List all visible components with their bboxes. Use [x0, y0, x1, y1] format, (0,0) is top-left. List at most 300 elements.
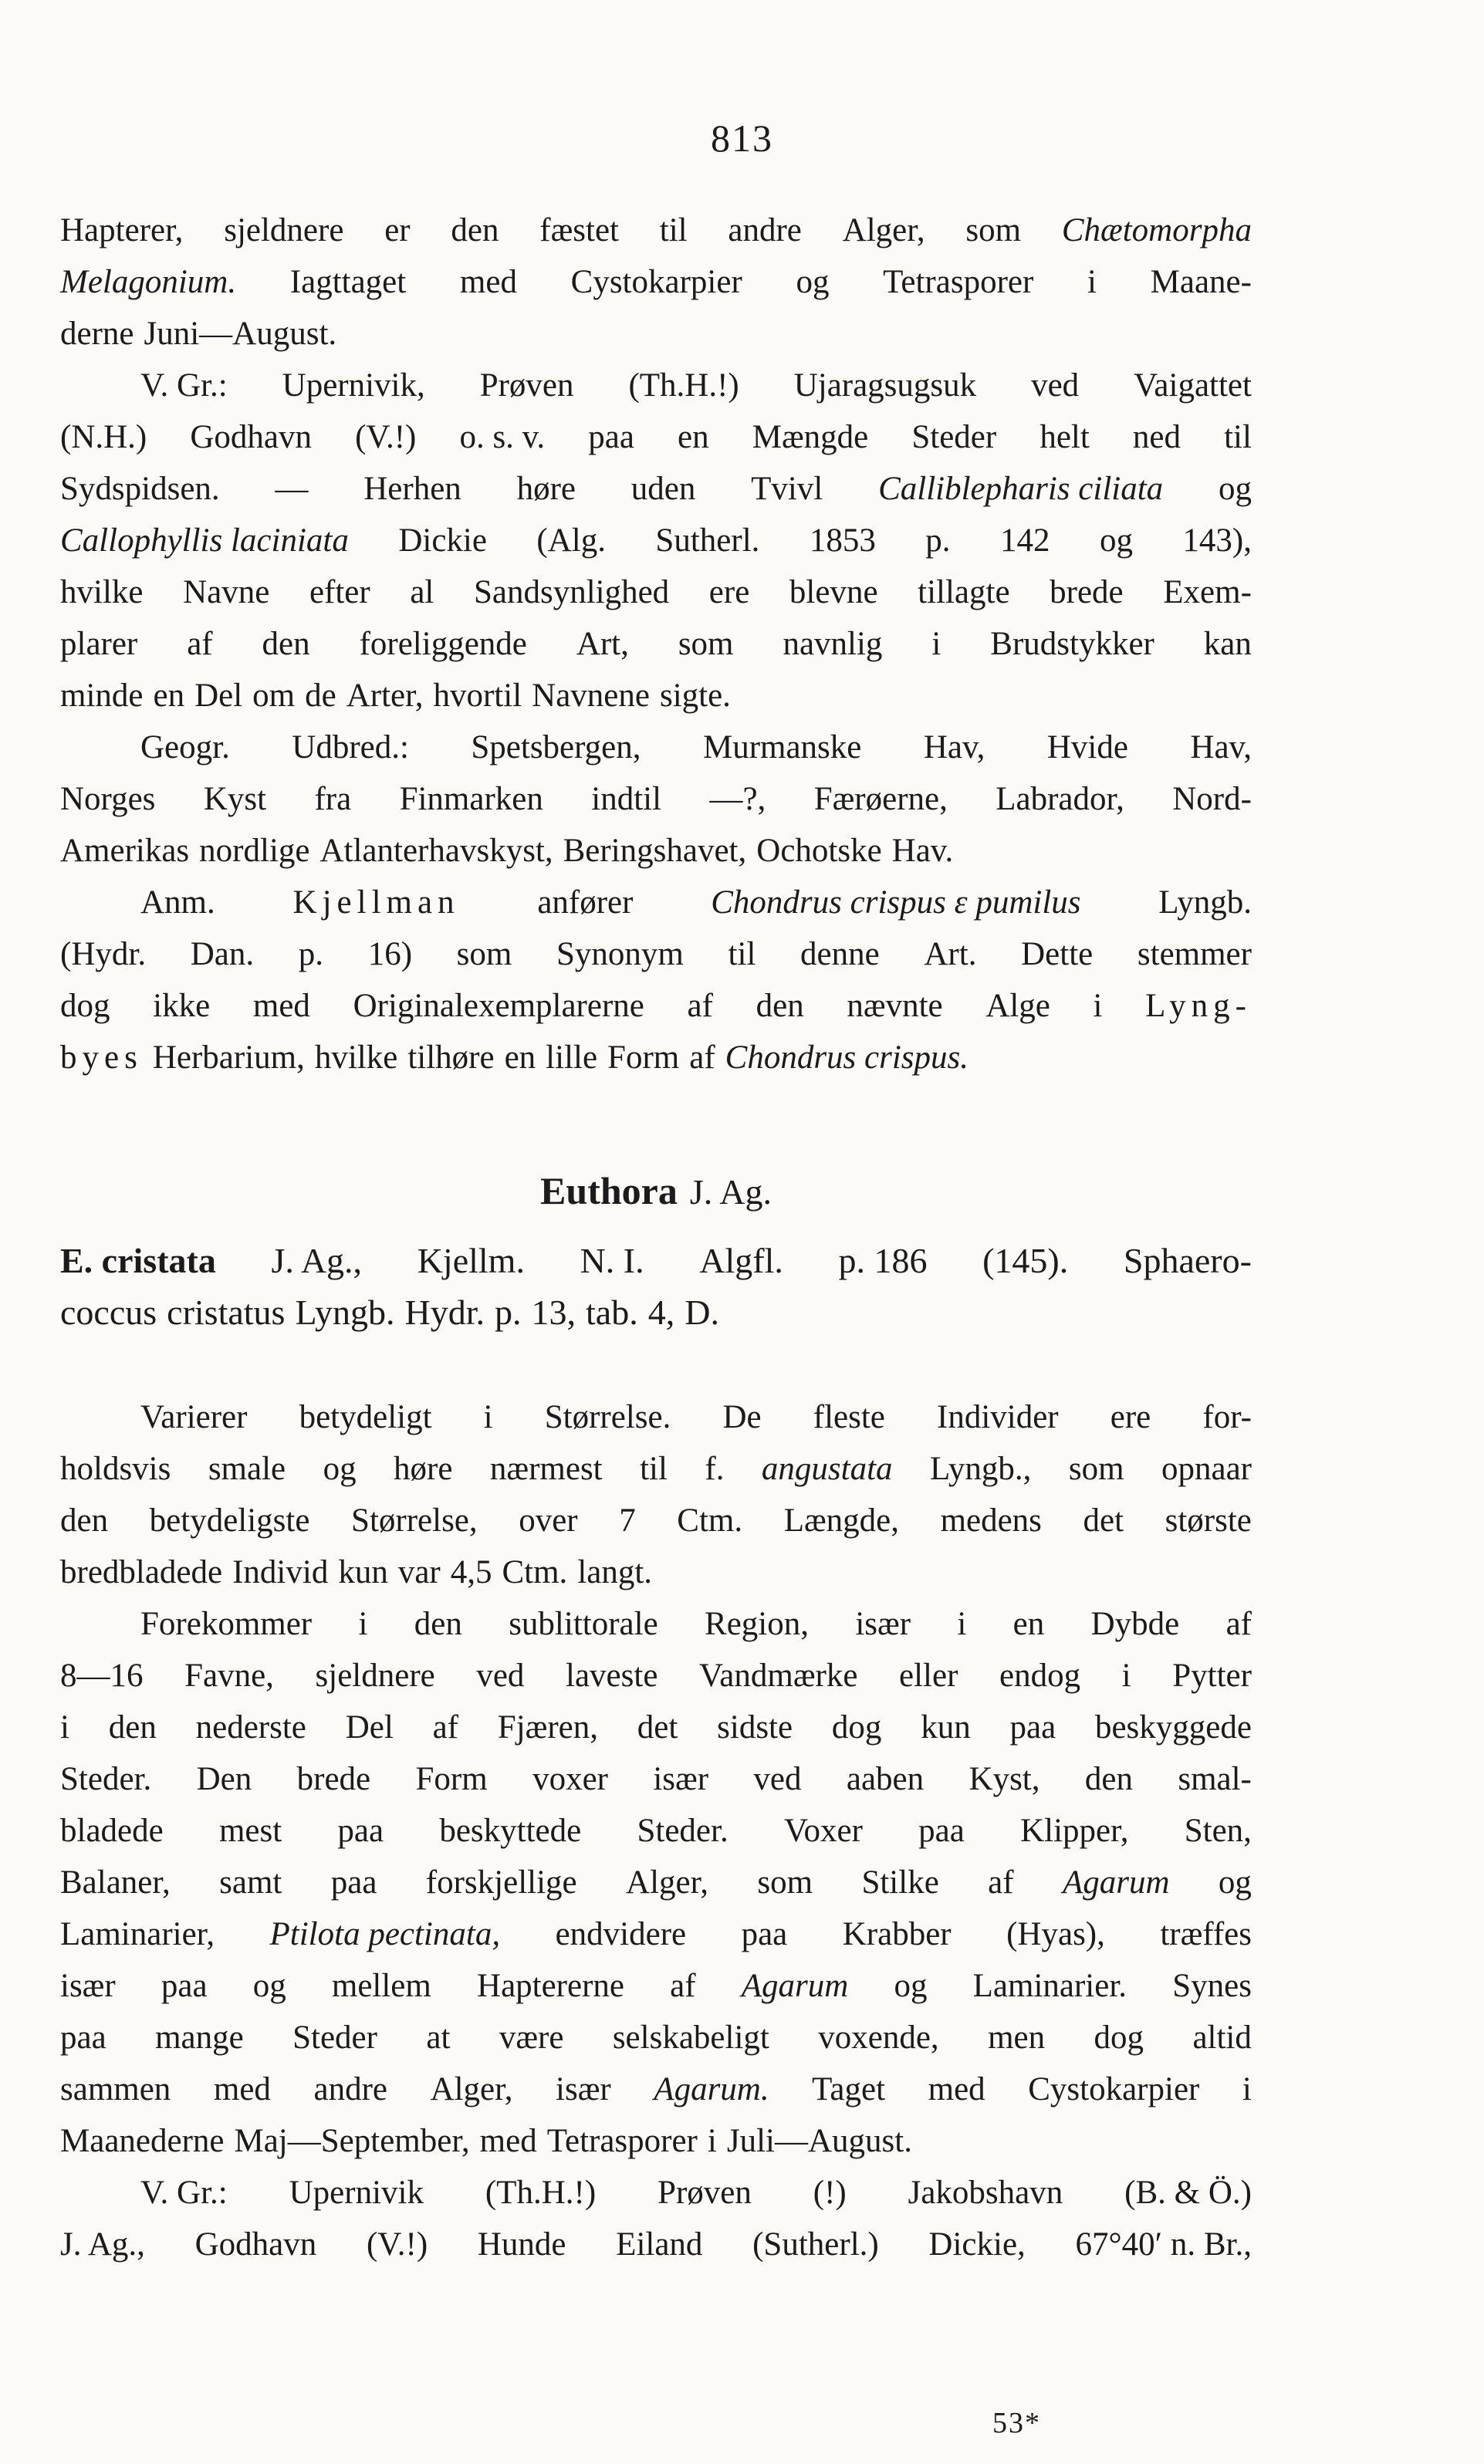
word: paa: [337, 1813, 384, 1849]
word: brede: [296, 1761, 371, 1797]
word: og: [323, 1451, 357, 1487]
word: Chætomorpha: [1061, 212, 1252, 248]
word: Anm.: [140, 884, 215, 921]
word: det: [1083, 1502, 1124, 1539]
word: Agarum.: [654, 2071, 769, 2107]
word: Callophyllis laciniata: [60, 522, 349, 559]
genus-authority: J. Ag.: [689, 1172, 772, 1212]
word: D.: [685, 1293, 719, 1332]
word: paa: [741, 1916, 788, 1952]
word: (B. & Ö.): [1124, 2175, 1252, 2211]
word: paa: [60, 2020, 106, 2056]
word: Hav,: [1190, 729, 1252, 766]
word: selskabeligt: [612, 2020, 769, 2056]
word: Hydr.: [404, 1293, 485, 1332]
word: Upernivik,: [282, 367, 425, 404]
text-line: [60, 566, 1252, 618]
word: medens: [940, 1502, 1042, 1539]
text-line: [60, 1805, 1252, 1857]
word: Melagonium.: [60, 264, 237, 300]
word: Lyng-: [1145, 988, 1252, 1024]
word: (145).: [982, 1241, 1069, 1280]
word: voxende,: [818, 2020, 939, 2056]
word: dog: [1094, 2020, 1144, 2056]
word: over: [519, 1502, 578, 1539]
genus-section: [60, 1160, 1252, 1222]
word: Kyst: [203, 781, 267, 817]
word: f.: [705, 1451, 725, 1487]
word: Hvide: [1046, 729, 1128, 766]
word: Algfl.: [699, 1241, 783, 1280]
word: Klipper,: [1020, 1813, 1129, 1849]
text-line: [60, 1960, 1252, 2012]
word: og: [1099, 522, 1133, 559]
word: en: [504, 1039, 536, 1076]
word: J. Ag.,: [271, 1241, 363, 1280]
text-line: [60, 2219, 1252, 2270]
word: den: [756, 988, 804, 1024]
word: til: [659, 212, 688, 248]
word: Vaigattet: [1134, 367, 1252, 404]
word: (V.!): [355, 419, 417, 455]
word: (Th.H.!): [628, 367, 739, 404]
word: Individ: [232, 1554, 329, 1590]
word: Sten,: [1184, 1813, 1252, 1849]
word: Laminarier.: [972, 1968, 1127, 2004]
word: men: [988, 2020, 1046, 2056]
word: navnlig: [783, 626, 883, 662]
word: Ptilota pectinata,: [269, 1916, 501, 1952]
word: den: [108, 1709, 157, 1746]
word: holdsvis: [60, 1451, 171, 1487]
word: —: [275, 471, 309, 507]
word: Juni—August.: [144, 316, 337, 352]
word: Exem-: [1163, 574, 1252, 610]
word: Iagttaget: [289, 264, 407, 300]
word: Art,: [576, 626, 629, 662]
word: langt.: [577, 1554, 653, 1590]
word: Varierer: [140, 1399, 248, 1435]
word: Kyst,: [968, 1761, 1040, 1797]
word: paa: [330, 1864, 377, 1901]
word: den: [262, 626, 310, 662]
text-line: [60, 308, 1252, 360]
word: (Sutherl.): [752, 2226, 879, 2263]
word: Pytter: [1172, 1658, 1252, 1694]
word: Favne,: [184, 1658, 274, 1694]
word: Prøven: [657, 2175, 752, 2211]
word: Udbred.:: [292, 729, 409, 766]
page-number: 813: [711, 117, 773, 160]
word: Balaner,: [60, 1864, 171, 1901]
word: sublittorale: [509, 1606, 658, 1642]
word: Størrelse,: [351, 1502, 478, 1539]
word: andre: [313, 2071, 387, 2107]
text-line: [60, 1546, 1252, 1598]
word: Form: [415, 1761, 488, 1797]
word: og: [1218, 471, 1252, 507]
word: Chondrus crispus.: [725, 1039, 969, 1076]
word: Lyngb.: [1158, 884, 1252, 921]
word: Form: [607, 1039, 680, 1076]
word: at: [426, 2020, 451, 2056]
word: Eiland: [616, 2226, 703, 2263]
word: kun: [338, 1554, 388, 1590]
word: endvidere: [555, 1916, 687, 1952]
word: angustata: [761, 1451, 893, 1487]
text-line: [60, 773, 1252, 825]
word: fra: [314, 781, 352, 817]
word: smale: [208, 1451, 286, 1487]
word: Geogr.: [140, 729, 230, 766]
word: Juli—August.: [726, 2123, 912, 2159]
word: tab.: [586, 1293, 638, 1332]
word: i: [1087, 264, 1097, 300]
word: derne: [60, 316, 134, 352]
word: Maanederne: [60, 2123, 225, 2159]
word: eller: [899, 1658, 958, 1694]
word: Individer: [937, 1399, 1059, 1435]
word: N. I.: [580, 1241, 644, 1280]
word: (V.!): [366, 2226, 428, 2263]
word: Arter,: [346, 678, 424, 714]
word: i: [60, 1709, 69, 1746]
word: 142: [1000, 522, 1050, 559]
word: Stilke: [861, 1864, 939, 1901]
word: den: [60, 1502, 109, 1539]
text-line: [60, 618, 1252, 670]
word: var: [397, 1554, 441, 1590]
text-line: [60, 1650, 1252, 1702]
word: 8—16: [60, 1658, 144, 1694]
text-line: [60, 1032, 1252, 1083]
word: smal-: [1178, 1761, 1252, 1797]
word: Agarum: [741, 1968, 849, 2004]
word: det: [637, 1709, 678, 1746]
text-line: [60, 256, 1252, 308]
word: som: [678, 626, 734, 662]
word: Sutherl.: [655, 522, 760, 559]
word: blevne: [789, 574, 878, 610]
word: 7: [619, 1502, 636, 1539]
word: voxer: [532, 1761, 608, 1797]
word: efter: [309, 574, 370, 610]
word: Ochotske: [756, 833, 882, 869]
text-line: [60, 1753, 1252, 1805]
word: kan: [1203, 626, 1252, 662]
signature-mark: 53*: [992, 2407, 1041, 2439]
word: V. Gr.:: [140, 2175, 228, 2211]
word: med: [479, 2123, 537, 2159]
word: Færøerne,: [813, 781, 948, 817]
word: ved: [753, 1761, 802, 1797]
word: til: [640, 1451, 668, 1487]
word: Alger,: [430, 2071, 513, 2107]
word: paa: [918, 1813, 965, 1849]
word: som: [456, 936, 512, 972]
word: forskjellige: [425, 1864, 577, 1901]
word: Krabber: [842, 1916, 952, 1952]
text-line: [60, 1495, 1252, 1546]
word: samt: [219, 1864, 282, 1901]
word: J. Ag.,: [60, 2226, 145, 2263]
text-line: [60, 360, 1252, 411]
word: paa: [161, 1968, 208, 2004]
word: være: [499, 2020, 564, 2056]
word: indtil: [591, 781, 662, 817]
word: Lyngb.: [295, 1293, 395, 1332]
word: Amerikas: [60, 833, 190, 869]
word: dog: [831, 1709, 882, 1746]
word: brede: [1050, 574, 1124, 610]
word: betydeligt: [299, 1399, 432, 1435]
word: sigte.: [659, 678, 731, 714]
word: især: [60, 1968, 116, 2004]
word: Cystokarpier: [1028, 2071, 1200, 2107]
word: høre: [516, 471, 576, 507]
word: ned: [1132, 419, 1181, 455]
word: Atlanterhavskyst,: [319, 833, 553, 869]
word: helt: [1039, 419, 1090, 455]
word: og: [252, 1968, 286, 2004]
word: største: [1165, 1502, 1252, 1539]
word: nærmest: [489, 1451, 603, 1487]
text-line: [60, 2167, 1252, 2219]
word: bladede: [60, 1813, 164, 1849]
text-line: [60, 204, 1252, 256]
word: 4,: [647, 1293, 675, 1332]
word: Alge: [985, 988, 1050, 1024]
word: o. s. v.: [459, 419, 546, 455]
word: med: [928, 2071, 985, 2107]
word: sjeldnere: [224, 212, 344, 248]
word: Tetrasporer: [546, 2123, 698, 2159]
word: Art.: [924, 936, 977, 972]
word: Nord-: [1172, 781, 1252, 817]
word: som: [757, 1864, 813, 1901]
word: i: [707, 2123, 717, 2159]
word: Synonym: [556, 936, 684, 972]
word: plarer: [60, 626, 138, 662]
word: Størrelse.: [544, 1399, 671, 1435]
word: Del: [194, 678, 243, 714]
word: Forekommer: [140, 1606, 313, 1642]
word: Murmanske: [702, 729, 862, 766]
word: Norges: [60, 781, 156, 817]
word: Mængde: [752, 419, 869, 455]
word: Ujaragsugsuk: [793, 367, 977, 404]
word: Brudstykker: [990, 626, 1154, 662]
word: af: [988, 1864, 1014, 1901]
text-line: [60, 1702, 1252, 1753]
word: Finmarken: [399, 781, 543, 817]
text-line: [60, 2063, 1252, 2115]
word: Spetsbergen,: [471, 729, 641, 766]
word: 67°40′ n. Br.,: [1075, 2226, 1252, 2263]
word: en: [1012, 1606, 1045, 1642]
word: stemmer: [1137, 936, 1252, 972]
word: coccus: [60, 1293, 157, 1332]
word: 13,: [531, 1293, 576, 1332]
word: Steder.: [60, 1761, 152, 1797]
word: ved: [1031, 367, 1080, 404]
word: af: [687, 988, 713, 1024]
word: og: [796, 264, 830, 300]
word: (Hyas),: [1006, 1916, 1105, 1952]
word: paa: [588, 419, 634, 455]
text-line: [60, 463, 1252, 515]
genus-name: Euthora: [540, 1169, 678, 1212]
word: Laminarier,: [60, 1916, 215, 1952]
word: laveste: [566, 1658, 658, 1694]
word: Voxer: [783, 1813, 863, 1849]
word: mellem: [331, 1968, 431, 2004]
word: om: [252, 678, 296, 714]
word: de: [305, 678, 336, 714]
word: Ctm.: [502, 1554, 568, 1590]
word: Upernivik: [289, 2175, 424, 2211]
word: Sphaero-: [1123, 1241, 1252, 1280]
word: Lyngb.,: [930, 1451, 1032, 1487]
word: Hav.: [891, 833, 954, 869]
word: Calliblepharis ciliata: [878, 471, 1164, 507]
word: altid: [1192, 2020, 1252, 2056]
word: Fjæren,: [497, 1709, 598, 1746]
word: Hapterer,: [60, 212, 184, 248]
word: Steder: [292, 2020, 377, 2056]
word: ere: [1110, 1399, 1151, 1435]
word: Agarum: [1062, 1864, 1170, 1901]
word: i: [358, 1606, 368, 1642]
word: af: [689, 1039, 715, 1076]
word: Herhen: [363, 471, 461, 507]
word: Godhavn: [194, 2226, 317, 2263]
text-line: [60, 1908, 1252, 1960]
word: V. Gr.:: [140, 367, 228, 404]
word: Sydspidsen.: [60, 471, 220, 507]
word: Steder: [911, 419, 997, 455]
word: Navnene: [532, 678, 650, 714]
word: af: [1225, 1606, 1252, 1642]
word: lille: [546, 1039, 598, 1076]
word: især: [855, 1606, 911, 1642]
word: i: [957, 1606, 967, 1642]
word: træffes: [1160, 1916, 1252, 1952]
word: opnaar: [1161, 1451, 1252, 1487]
word: med: [213, 2071, 271, 2107]
word: en: [153, 678, 185, 714]
word: med: [252, 988, 310, 1024]
word: mest: [218, 1813, 282, 1849]
word: Kjellman: [292, 884, 460, 921]
word: af: [187, 626, 213, 662]
word: anfører: [537, 884, 634, 921]
word: Labrador,: [996, 781, 1124, 817]
word: hvilke: [60, 574, 144, 610]
word: beskyttede: [439, 1813, 582, 1849]
text-line: [60, 928, 1252, 980]
word: som: [965, 212, 1022, 248]
word: cristatus: [167, 1293, 286, 1332]
word: og: [1218, 1864, 1252, 1901]
word: ved: [476, 1658, 525, 1694]
word: Alger,: [626, 1864, 708, 1901]
word: E. cristata: [60, 1241, 216, 1280]
word: af: [432, 1709, 458, 1746]
word: sjeldnere: [315, 1658, 435, 1694]
word: den: [451, 212, 499, 248]
word: Tetrasporer: [883, 264, 1034, 300]
word: Maj—September,: [234, 2123, 470, 2159]
text-line: [60, 825, 1252, 877]
word: Hunde: [477, 2226, 566, 2263]
word: den: [414, 1606, 462, 1642]
word: hvortil: [433, 678, 522, 714]
word: Cystokarpier: [570, 264, 742, 300]
text-line: [60, 1443, 1252, 1495]
word: Steder.: [637, 1813, 728, 1849]
word: kun: [921, 1709, 971, 1746]
word: nordlige: [199, 833, 310, 869]
word: p.: [925, 522, 951, 559]
word: Ctm.: [677, 1502, 743, 1539]
word: Jakobshavn: [908, 2175, 1063, 2211]
word: nederste: [195, 1709, 306, 1746]
entry-line: [60, 1286, 1252, 1338]
word: i: [1093, 988, 1103, 1024]
word: Dickie,: [928, 2226, 1026, 2263]
word: Sandsynlighed: [473, 574, 670, 610]
word: 143),: [1182, 522, 1252, 559]
text-line: [60, 1598, 1252, 1650]
word: betydeligste: [149, 1502, 310, 1539]
word: Del: [345, 1709, 394, 1746]
word: uden: [630, 471, 696, 507]
word: foreliggende: [359, 626, 527, 662]
word: i: [1121, 1658, 1131, 1694]
word: p. 186: [838, 1241, 928, 1280]
word: byes: [60, 1039, 143, 1076]
word: (Hydr.: [60, 936, 147, 972]
entry-line: [60, 1235, 1252, 1286]
word: Beringshavet,: [563, 833, 747, 869]
word: bredbladede: [60, 1554, 223, 1590]
word: af: [670, 1968, 696, 2004]
word: Godhavn: [190, 419, 312, 455]
word: for-: [1202, 1399, 1252, 1435]
text-line: [60, 1391, 1252, 1443]
word: Taget: [812, 2071, 886, 2107]
word: p.: [495, 1293, 522, 1332]
word: og: [894, 1968, 928, 2004]
genus-heading: [60, 1160, 1252, 1222]
word: Navne: [183, 574, 270, 610]
word: Dette: [1021, 936, 1094, 972]
word: De: [722, 1399, 762, 1435]
word: p.: [298, 936, 324, 972]
word: sidste: [717, 1709, 793, 1746]
word: Den: [196, 1761, 252, 1797]
word: (Alg.: [536, 522, 606, 559]
text-line: [60, 2012, 1252, 2063]
word: Synes: [1172, 1968, 1252, 2004]
word: 16): [367, 936, 413, 972]
word: i: [931, 626, 941, 662]
word: nævnte: [847, 988, 943, 1024]
word: Tvivl: [751, 471, 823, 507]
word: Prøven: [479, 367, 574, 404]
word: Vandmærke: [699, 1658, 858, 1694]
